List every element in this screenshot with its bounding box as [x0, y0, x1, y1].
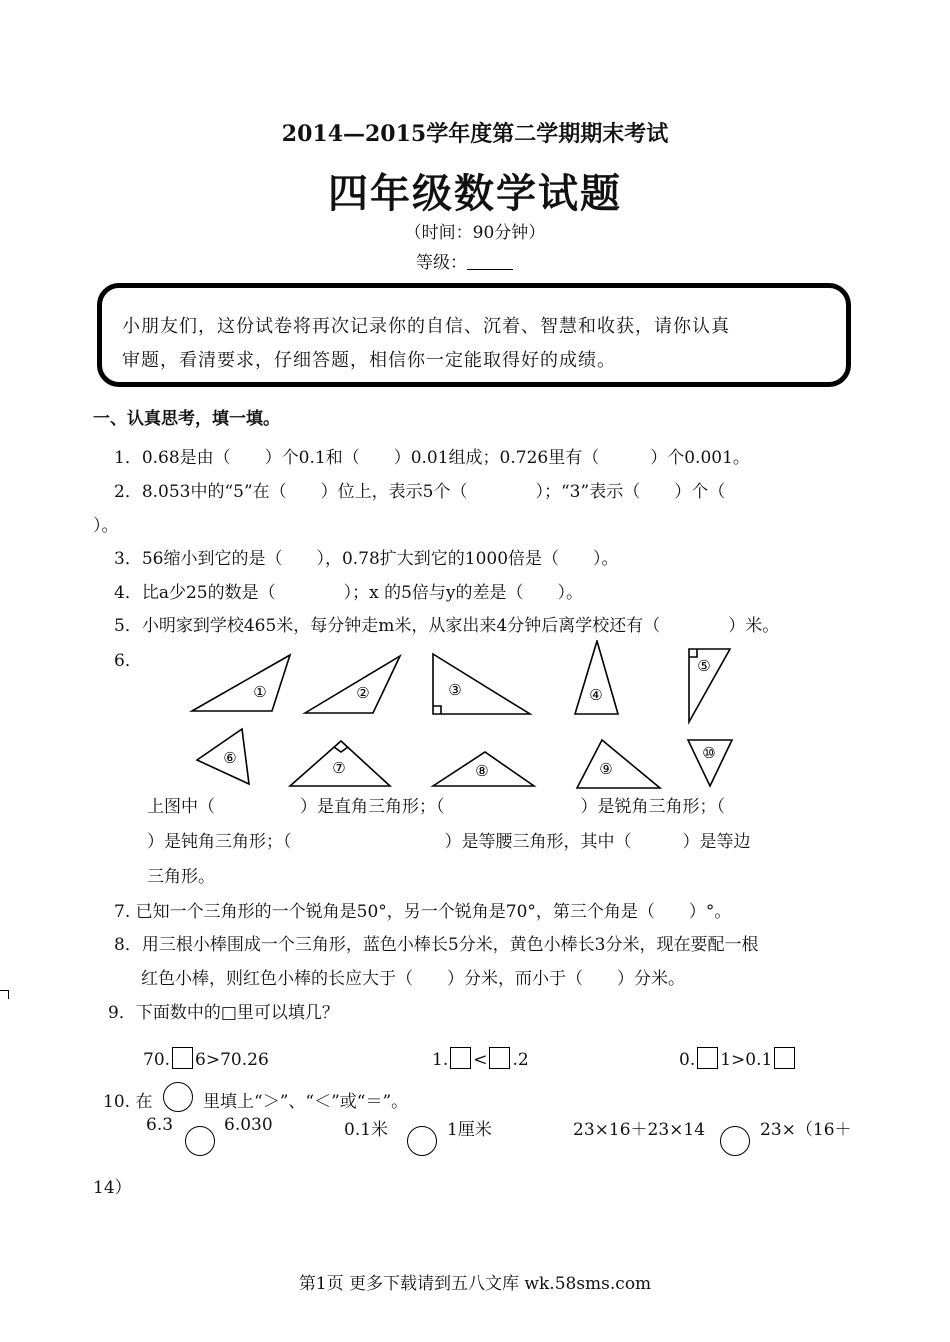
- triangle-label-7: ⑦: [332, 759, 346, 777]
- q9-item-1-prefix: 70.: [143, 1050, 171, 1070]
- question-10: 10. 在: [103, 1092, 153, 1112]
- answer-box[interactable]: [774, 1047, 795, 1069]
- q9-item-2-prefix: 1.: [432, 1050, 449, 1070]
- q10-item-1-left: 6.3: [146, 1115, 174, 1135]
- triangle-label-2: ②: [356, 684, 370, 702]
- q9-item-2: [432, 1047, 529, 1070]
- triangle-label-6: ⑥: [223, 749, 237, 767]
- triangle-label-3: ③: [448, 681, 462, 699]
- margin-mark: [0, 990, 9, 999]
- answer-box[interactable]: [450, 1047, 471, 1069]
- triangle-1: [192, 655, 290, 711]
- question-6-line-1: 上图中（ ）是直角三角形；（ ）是锐角三角形；（: [147, 797, 725, 817]
- q10-item-3-left: 23×16＋23×14: [573, 1120, 706, 1140]
- q10-item-1-right: 6.030: [224, 1115, 273, 1135]
- notice-line-1: 小朋友们，这份试卷将再次记录你的自信、沉着、智慧和收获，请你认真: [122, 316, 730, 337]
- section-heading: 一、认真思考，填一填。: [93, 409, 280, 429]
- answer-circle[interactable]: [407, 1126, 437, 1156]
- question-2: 2．8.053中的“5”在（ ）位上，表示5个（ ）；“3”表示（ ）个（: [114, 482, 726, 502]
- exam-subtitle: 四年级数学试题: [328, 170, 622, 217]
- triangle-label-10: ⑩: [702, 744, 716, 762]
- question-10-instruction: 里填上“＞”、“＜”或“＝”。: [203, 1092, 409, 1112]
- answer-box[interactable]: [697, 1047, 718, 1069]
- question-9: 9．下面数中的□里可以填几？: [108, 1003, 339, 1023]
- answer-box[interactable]: [489, 1047, 510, 1069]
- triangle-label-4: ④: [589, 686, 603, 704]
- question-6-line-3: 三角形。: [147, 867, 215, 887]
- question-4: 4．比a少25的数是（ ）；x 的5倍与y的差是（ ）。: [114, 583, 583, 603]
- q10-item-3-wrap: 14）: [93, 1178, 132, 1198]
- q9-item-3-prefix: 0.: [679, 1050, 696, 1070]
- grade-label: 等级：: [416, 253, 467, 273]
- triangle-label-1: ①: [253, 683, 267, 701]
- exam-title: 2014—2015学年度第二学期期末考试: [281, 121, 669, 147]
- question-2-wrap: ）。: [93, 516, 119, 536]
- question-6-line-2: ）是钝角三角形；（ ）是等腰三角形，其中（ ）是等边: [147, 832, 751, 852]
- page-footer: 第1页 更多下载请到五八文库 wk.58sms.com: [298, 1274, 652, 1294]
- triangle-9: [577, 740, 660, 788]
- notice-box: [97, 283, 851, 387]
- grade-field: [416, 248, 513, 273]
- triangle-label-9: ⑨: [599, 760, 613, 778]
- q9-item-3-suffix: 1>0.1: [720, 1050, 773, 1070]
- triangle-label-5: ⑤: [697, 657, 711, 675]
- q9-item-2-suffix: .2: [512, 1050, 529, 1070]
- q10-item-3-right: 23×（16＋: [760, 1120, 852, 1140]
- time-info: （时间：90分钟）: [404, 223, 546, 243]
- question-1: 1．0.68是由（ ）个0.1和（ ）0.01组成；0.726里有（ ）个0.001。: [114, 448, 750, 468]
- triangle-2: [305, 656, 400, 713]
- answer-box[interactable]: [172, 1047, 193, 1069]
- question-8: 8．用三根小棒围成一个三角形，蓝色小棒长5分米，黄色小棒长3分米，现在要配一根: [114, 935, 759, 955]
- q9-item-2-operator: <: [473, 1050, 488, 1070]
- answer-circle[interactable]: [185, 1126, 215, 1156]
- notice-line-2: 审题，看清要求，仔细答题，相信你一定能取得好的成绩。: [122, 350, 616, 371]
- answer-circle[interactable]: [720, 1126, 750, 1156]
- q9-item-3: [679, 1047, 797, 1070]
- answer-circle-example: [163, 1082, 193, 1112]
- triangle-label-8: ⑧: [475, 762, 489, 780]
- question-5: 5．小明家到学校465米，每分钟走m米，从家出来4分钟后离学校还有（ ）米。: [114, 616, 780, 636]
- question-8-wrap: 红色小棒，则红色小棒的长应大于（ ）分米，而小于（ ）分米。: [141, 969, 685, 989]
- triangles-figure: [180, 640, 760, 800]
- q10-item-2-left: 0.1米: [344, 1120, 389, 1140]
- question-3: 3．56缩小到它的是（ ），0.78扩大到它的1000倍是（ ）。: [114, 549, 619, 569]
- q10-item-2-right: 1厘米: [447, 1120, 492, 1140]
- question-7: 7. 已知一个三角形的一个锐角是50°，另一个锐角是70°，第三个角是（ ）°。: [114, 902, 732, 922]
- q9-item-1-suffix: 6>70.26: [195, 1050, 269, 1070]
- q9-item-1: [143, 1047, 269, 1070]
- question-6: 6．: [114, 651, 142, 671]
- grade-blank: [467, 255, 513, 270]
